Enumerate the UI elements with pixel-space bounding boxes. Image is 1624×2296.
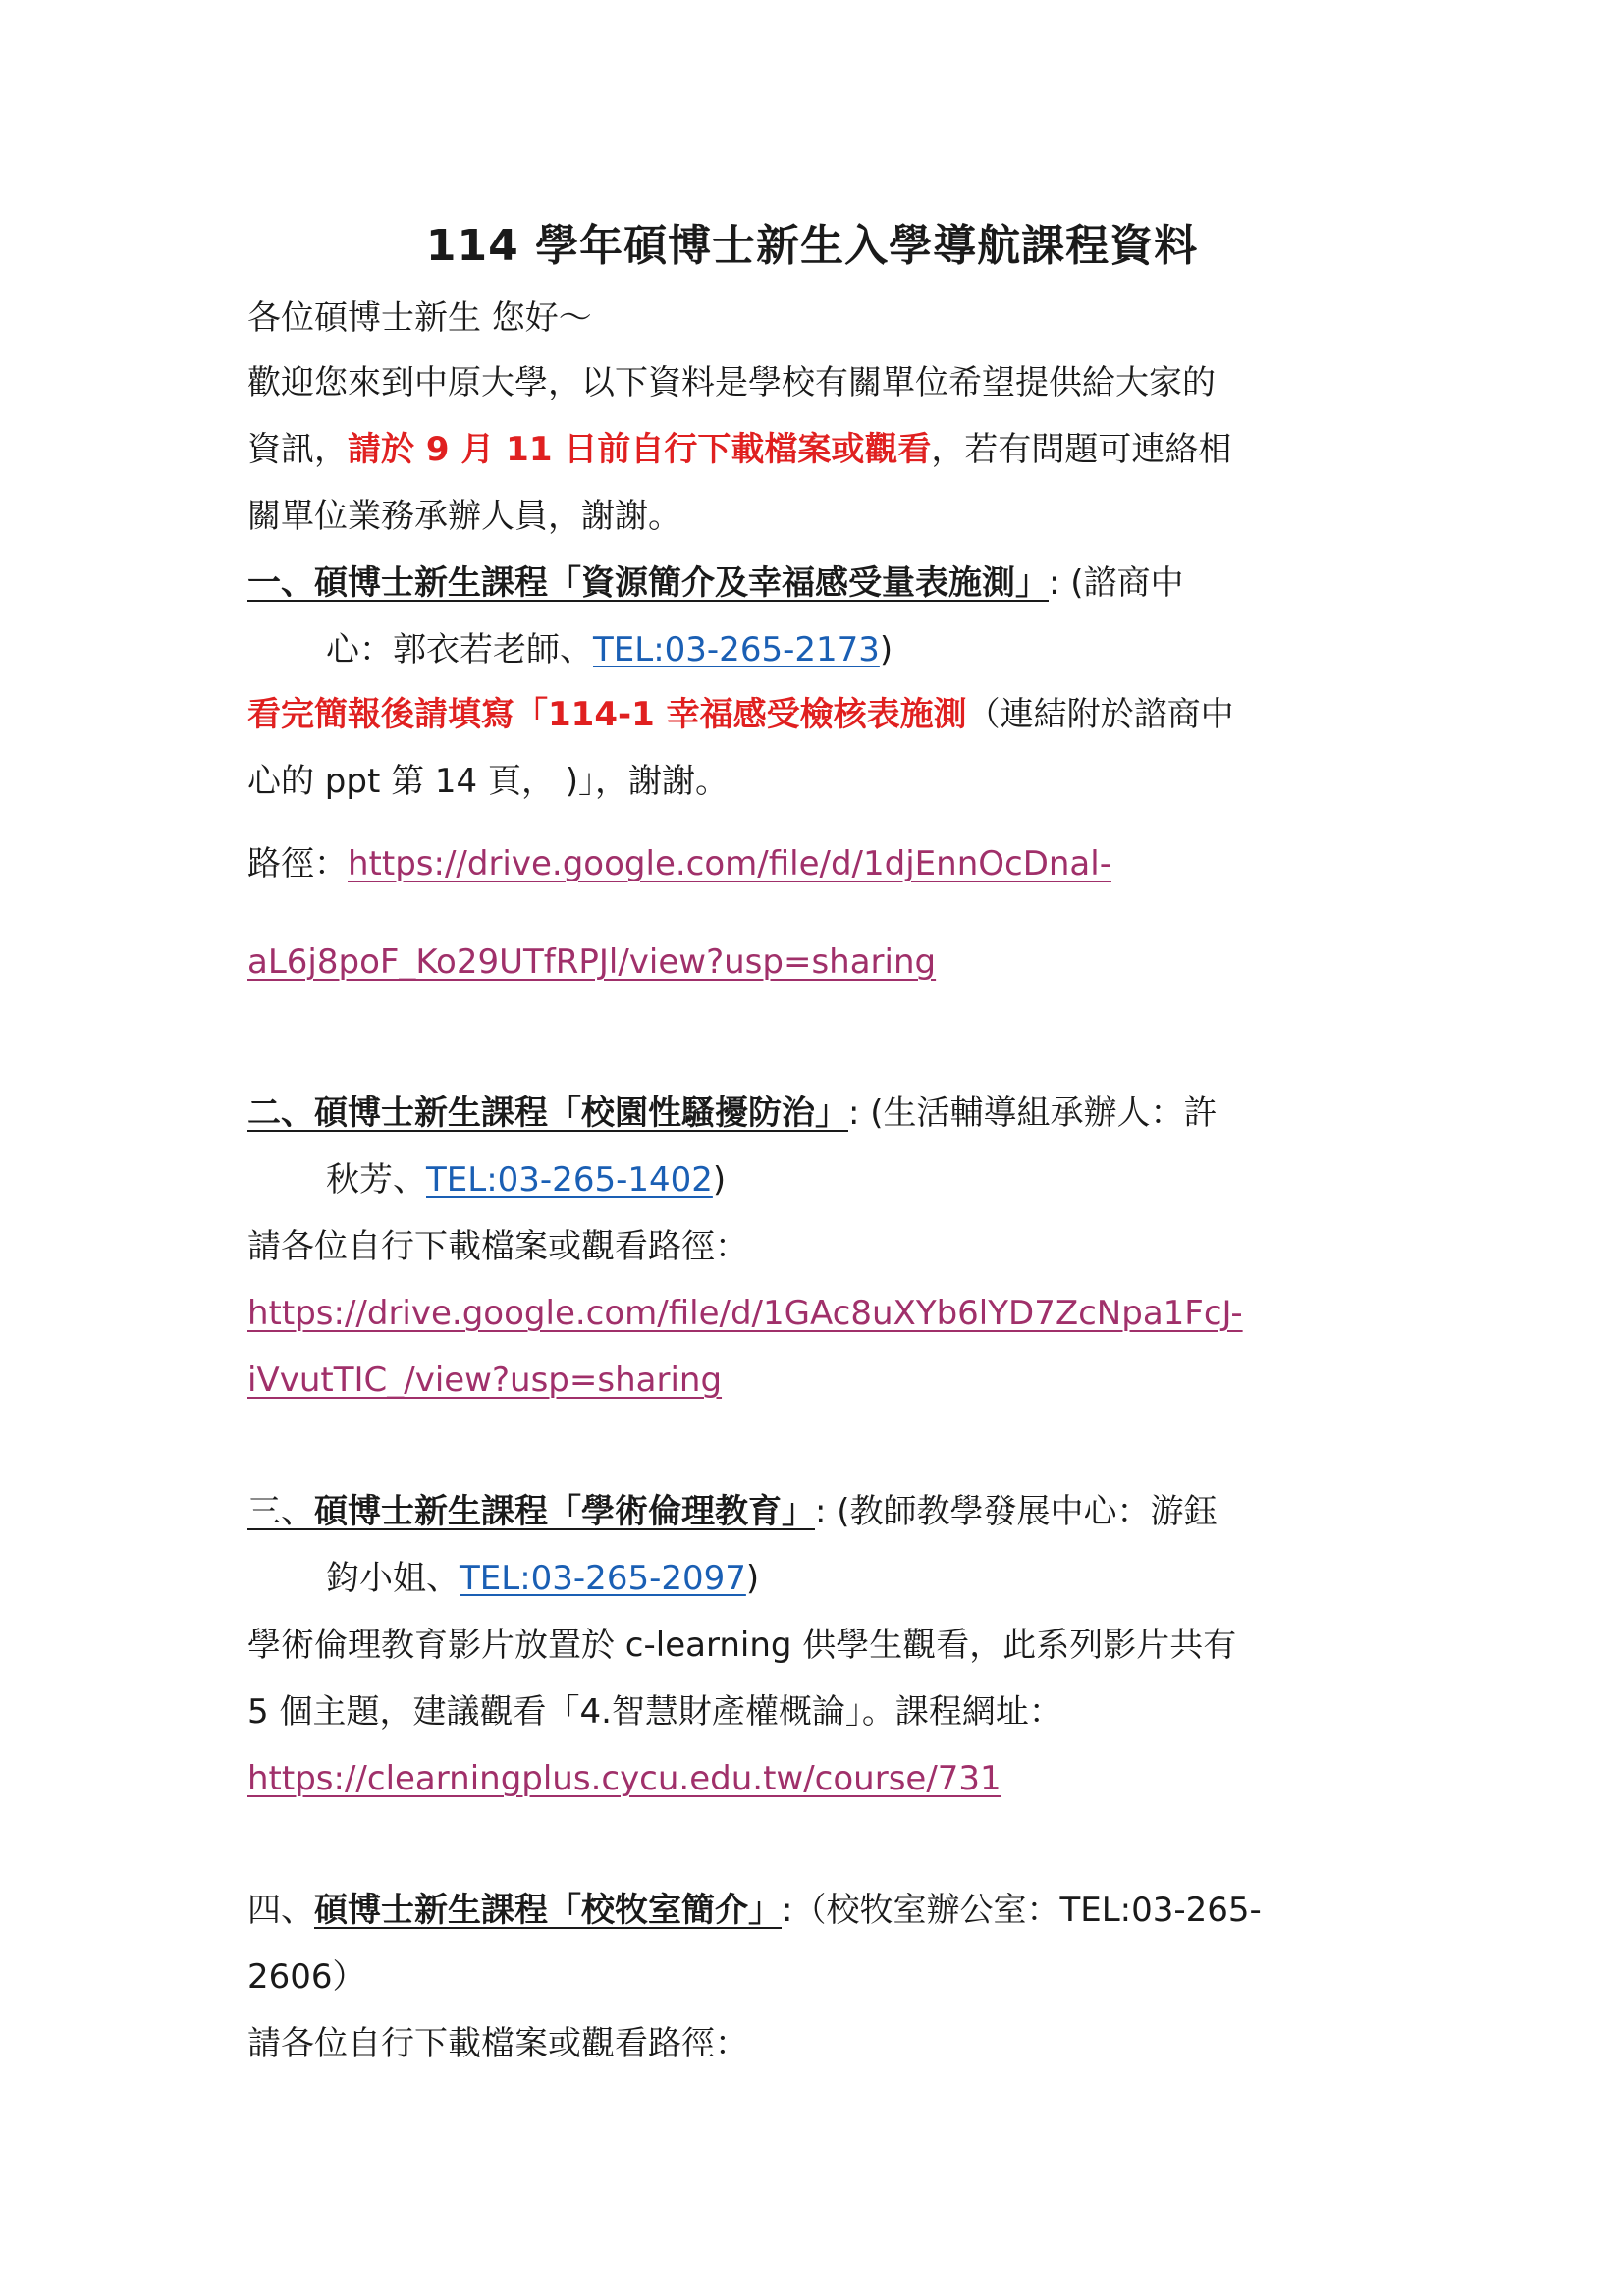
greeting: 各位碩博士新生 您好～ [247, 298, 592, 338]
section-contact: : (教師教學發展中心：游鈺 [815, 1492, 1218, 1531]
section-2-path [247, 1292, 1243, 1335]
section-3-heading [247, 1490, 1218, 1533]
tel-link[interactable]: TEL:03-265-2173 [593, 630, 880, 669]
contact-person: 鈞小姐、 [326, 1559, 460, 1598]
intro-line-1: 歡迎您來到中原大學，以下資料是學校有關單位希望提供給大家的 [247, 363, 1216, 402]
section-2-path-label: 請各位自行下載檔案或觀看路徑： [247, 1227, 748, 1266]
course-link[interactable]: https://clearningplus.cycu.edu.tw/course/731 [247, 1759, 1001, 1798]
section-contact: : (生活輔導組承辦人：許 [848, 1094, 1218, 1133]
section-1-heading [247, 561, 1184, 605]
survey-notice-rest: （連結附於諮商中 [966, 695, 1234, 734]
section-title: 碩博士新生課程「校園性騷擾防治」 [314, 1094, 848, 1133]
section-1-path [247, 842, 1111, 885]
section-1-contact [326, 628, 893, 671]
survey-notice: 看完簡報後請填寫「114-1 幸福感受檢核表施測 [247, 695, 967, 734]
section-1-note-2: 心的 ppt 第 14 頁， )」，謝謝。 [247, 762, 730, 801]
drive-link[interactable]: https://drive.google.com/file/d/1GAc8uXYb6lYD7ZcNpa1FcJ- [247, 1294, 1243, 1333]
contact-person: 心：郭衣若老師、 [326, 630, 593, 669]
path-label: 路徑： [247, 844, 348, 883]
section-1-note [247, 693, 1234, 736]
section-contact: : (諮商中 [1049, 563, 1184, 603]
intro-text: ，若有問題可連絡相 [931, 430, 1232, 469]
contact-person: 秋芳、 [326, 1160, 426, 1200]
paren-close: ) [879, 630, 893, 669]
tel-link[interactable]: TEL:03-265-2097 [460, 1559, 746, 1598]
section-number: 一、 [247, 563, 314, 603]
section-number: 三、 [247, 1492, 314, 1531]
intro-line-3: 關單位業務承辦人員，謝謝。 [247, 497, 681, 536]
section-4-contact: 2606） [247, 1957, 366, 1997]
section-1-path-2 [247, 940, 936, 984]
section-title: 碩博士新生課程「校牧室簡介」 [314, 1891, 782, 1930]
intro-text: 資訊， [247, 430, 348, 469]
section-2-heading [247, 1092, 1218, 1135]
section-number: 二、 [247, 1094, 314, 1133]
intro-line-2 [247, 428, 1231, 471]
section-3-course-link [247, 1757, 1001, 1800]
drive-link[interactable]: https://drive.google.com/file/d/1djEnnOcDnal- [348, 844, 1111, 883]
section-3-contact [326, 1557, 759, 1600]
deadline-notice: 請於 9 月 11 日前自行下載檔案或觀看 [348, 430, 932, 469]
section-title: 碩博士新生課程「資源簡介及幸福感受量表施測」 [314, 563, 1049, 603]
paren-close: ) [712, 1160, 727, 1200]
section-title: 碩博士新生課程「學術倫理教育」 [314, 1492, 815, 1531]
section-2-path-2 [247, 1359, 722, 1402]
section-contact: :（校牧室辦公室：TEL:03-265- [782, 1891, 1262, 1930]
document-title: 114 學年碩博士新生入學導航課程資料 [425, 221, 1199, 271]
section-number: 四、 [247, 1891, 314, 1930]
section-4-heading [247, 1889, 1262, 1932]
tel-link[interactable]: TEL:03-265-1402 [426, 1160, 713, 1200]
drive-link-continued[interactable]: aL6j8poF_Ko29UTfRPJl/view?usp=sharing [247, 942, 937, 982]
section-4-path-label: 請各位自行下載檔案或觀看路徑： [247, 2024, 748, 2063]
section-2-contact [326, 1158, 726, 1201]
section-3-body-2: 5 個主題，建議觀看「4.智慧財產權概論」。課程網址： [247, 1692, 1062, 1732]
paren-close: ) [745, 1559, 760, 1598]
section-3-body-1: 學術倫理教育影片放置於 c-learning 供學生觀看，此系列影片共有 [247, 1626, 1237, 1665]
drive-link-continued[interactable]: iVvutTIC_/view?usp=sharing [247, 1361, 723, 1400]
